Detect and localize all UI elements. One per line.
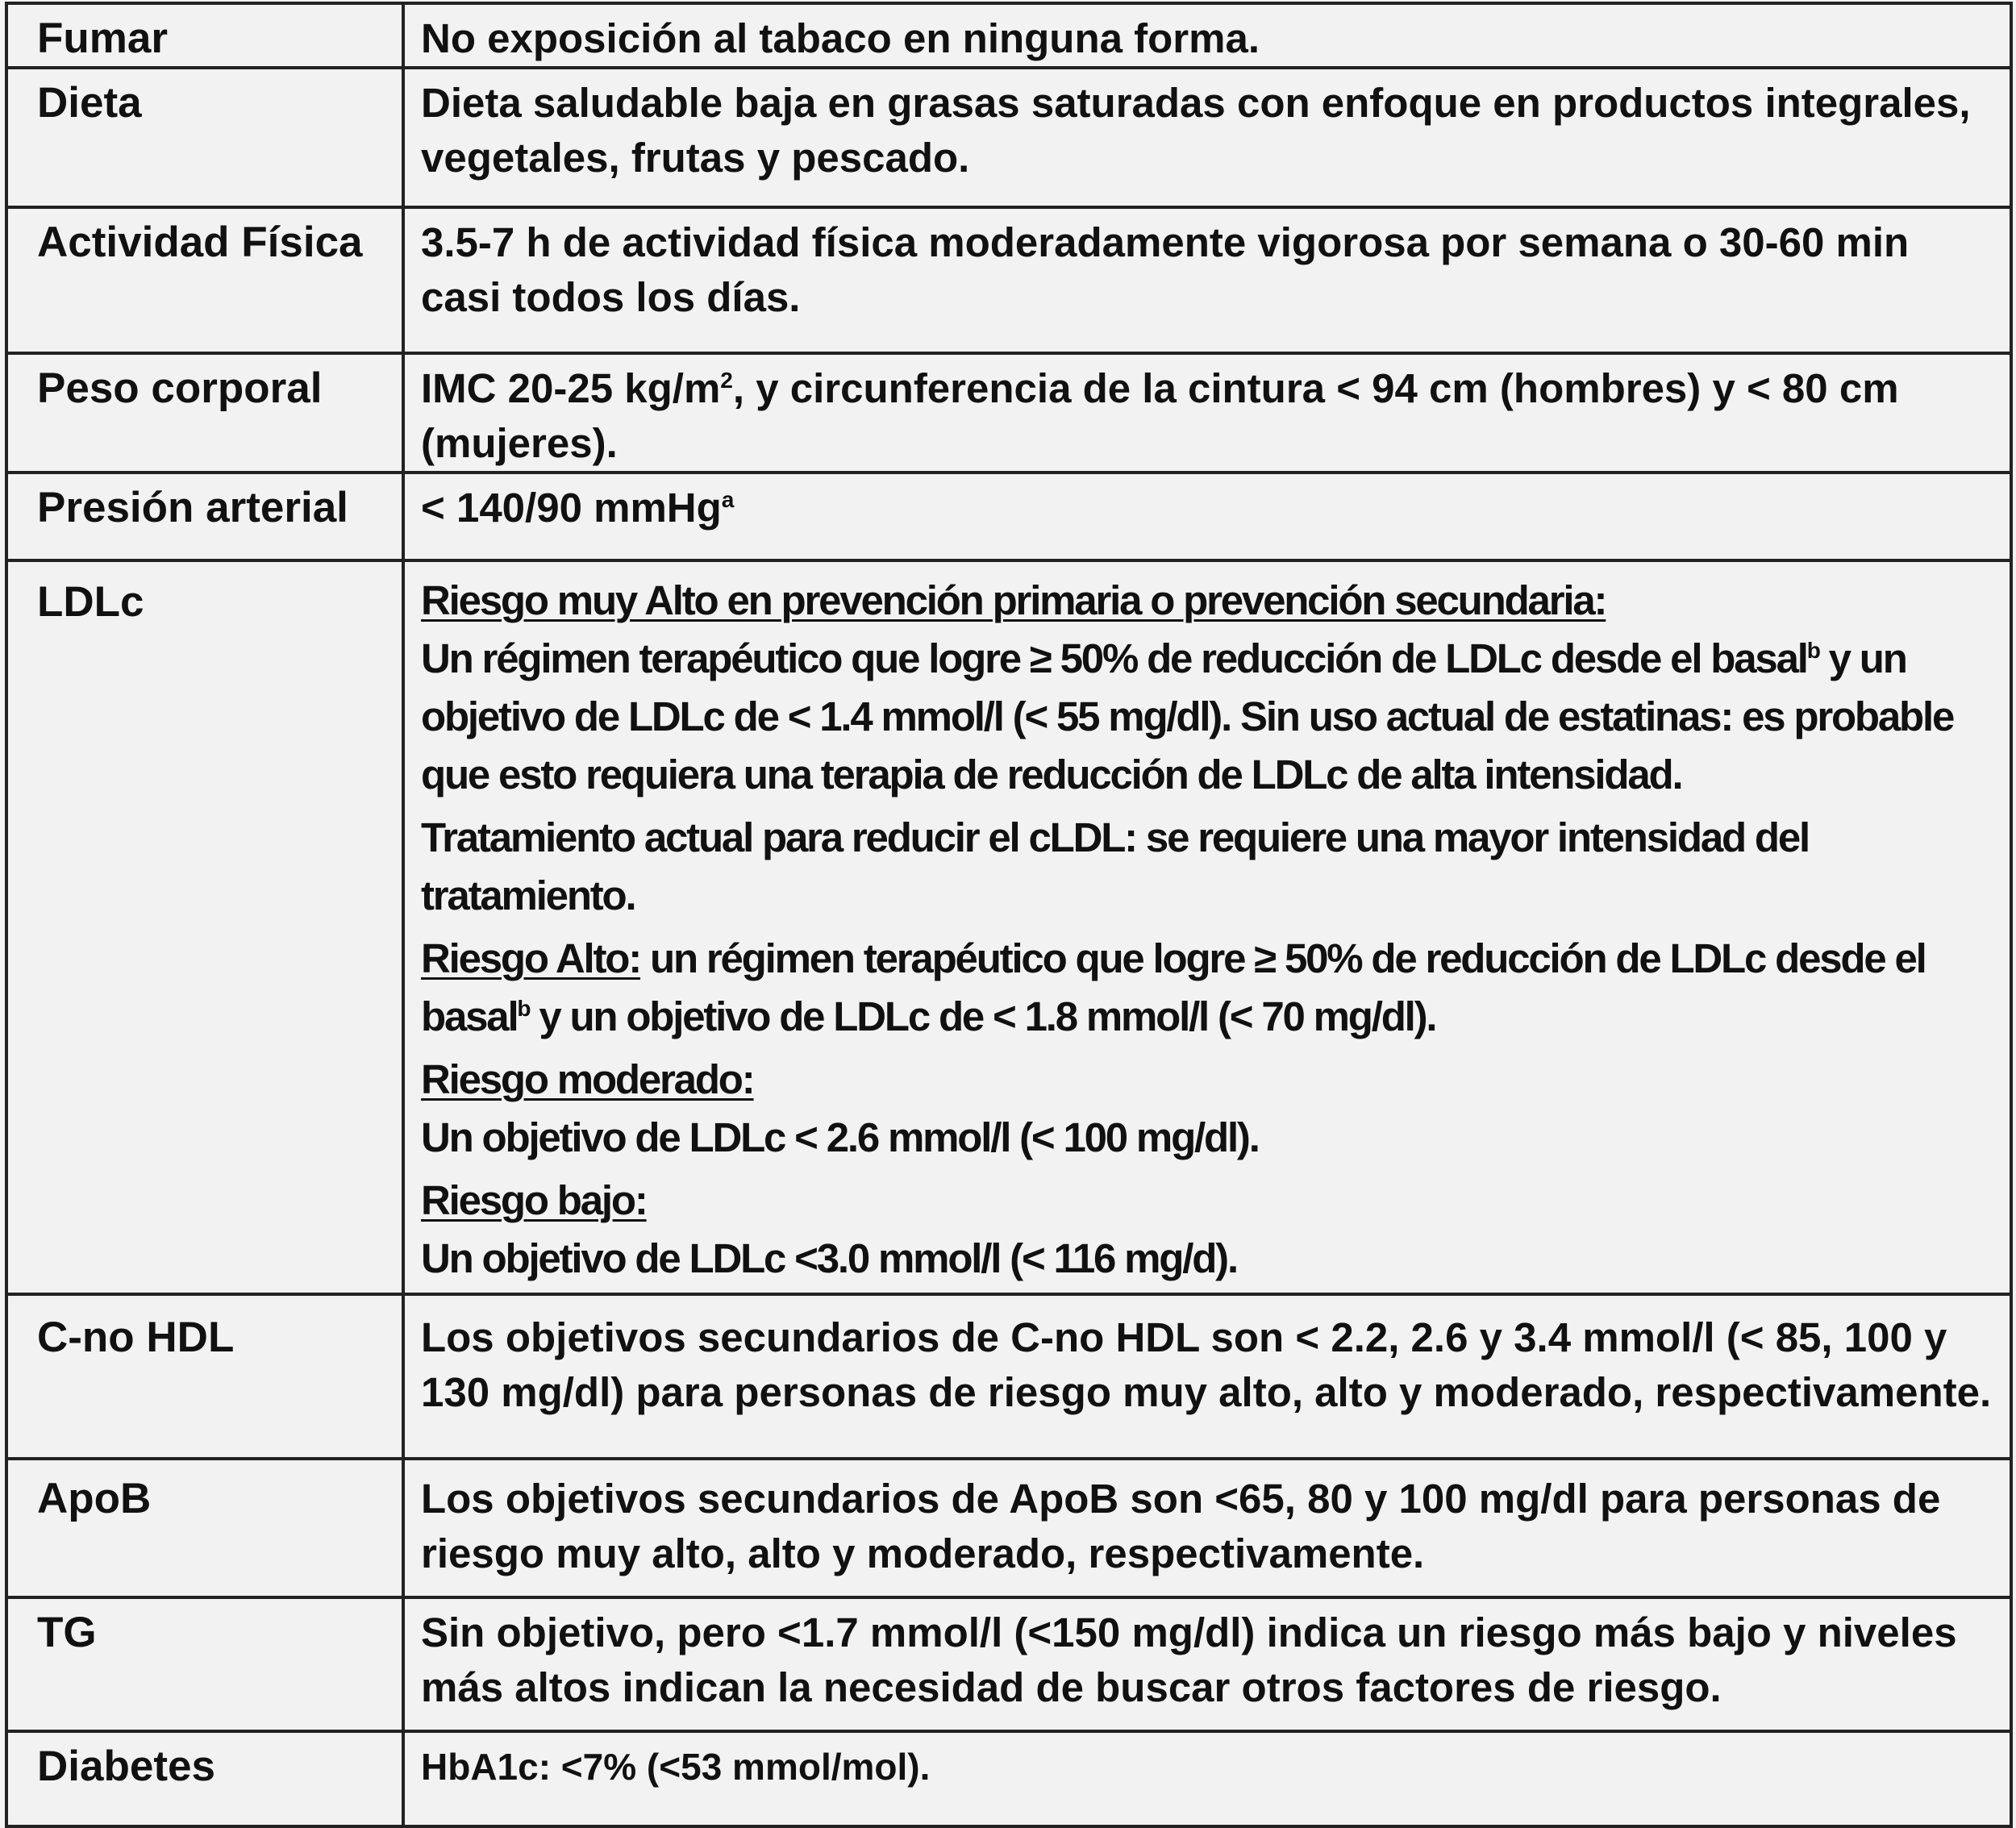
table-row [6, 1459, 2011, 1597]
row-value [403, 560, 2011, 1294]
table-row [6, 207, 2011, 353]
table-row [6, 3, 2011, 68]
row-label: Actividad Física [6, 207, 403, 353]
row-value: < 140/90 mmHg$^a$ [403, 473, 2011, 560]
row-value: No exposición al tabaco en ninguna forma. [403, 3, 2011, 68]
table-row [6, 353, 2011, 473]
superscript: a [721, 487, 735, 512]
ldl-very-high-risk: Riesgo muy Alto en prevención primaria o prevención secundaria: Un régimen terapéutico que logre ≥ 50% de reducción de LDLc desde el basal$^b$ y un objetivo de LDLc de < 1.4 mmol/l (< 55 mg/dl). Sin uso actual de estatinas: es probable que esto requiera una terapia de reducción de LDLc de alta intensidad. [421, 577, 1954, 797]
row-label: Dieta [6, 68, 403, 207]
row-label: Diabetes [6, 1731, 403, 1826]
superscript: b [517, 996, 530, 1021]
row-value: IMC 20-25 $kg/m^2$, y circunferencia de la cintura < 94 cm (hombres) y < 80 cm (mujeres). [403, 353, 2011, 473]
table-row [6, 1597, 2011, 1731]
table-row [6, 473, 2011, 560]
row-value: HbA1c: <7% (<53 mmol/mol). [403, 1731, 2011, 1826]
row-label: LDLc [6, 560, 403, 1294]
row-label: ApoB [6, 1459, 403, 1597]
goals-table [5, 2, 2013, 1828]
ldl-high-risk: Riesgo Alto: un régimen terapéutico que logre ≥ 50% de reducción de LDLc desde el basal$^b$ y un objetivo de LDLc de < 1.8 mmol/l (< 70 mg/dl). [421, 935, 1926, 1039]
row-value: 3.5-7 h de actividad física moderadamente vigorosa por semana o 30-60 min casi todos los días. [403, 207, 2011, 353]
ldl-high-heading: Riesgo Alto: [421, 935, 641, 981]
row-label: Fumar [6, 3, 403, 68]
table-row [6, 560, 2011, 1294]
ldl-moderate-risk: Riesgo moderado: Un objetivo de LDLc < 2.6 mmol/l (< 100 mg/dl). [421, 1056, 1259, 1160]
table-row [6, 68, 2011, 207]
row-value: Dieta saludable baja en grasas saturadas con enfoque en productos integrales, vegetales, frutas y pescado. [403, 68, 2011, 207]
table-row [6, 1731, 2011, 1826]
superscript: b [1806, 638, 1819, 663]
ldl-current-treatment: Tratamiento actual para reducir el cLDL: se requiere una mayor intensidad del tratamiento. [421, 814, 1810, 918]
ldl-low-heading: Riesgo bajo: [421, 1177, 647, 1223]
ldl-low-risk: Riesgo bajo: Un objetivo de LDLc <3.0 mmol/l (< 116 mg/d). [421, 1177, 1237, 1281]
superscript: 2 [720, 368, 733, 393]
row-label: TG [6, 1597, 403, 1731]
row-label: C-no HDL [6, 1294, 403, 1459]
ldl-very-high-heading: Riesgo muy Alto en prevención primaria o prevención secundaria: [421, 577, 1606, 623]
table-row [6, 1294, 2011, 1459]
ldl-moderate-heading: Riesgo moderado: [421, 1056, 754, 1102]
row-value: Sin objetivo, pero <1.7 mmol/l (<150 mg/dl) indica un riesgo más bajo y niveles más altos indican la necesidad de buscar otros factores de riesgo. [403, 1597, 2011, 1731]
row-value: Los objetivos secundarios de C-no HDL son < 2.2, 2.6 y 3.4 mmol/l (< 85, 100 y 130 mg/dl) para personas de riesgo muy alto, alto y moderado, respectivamente. [403, 1294, 2011, 1459]
row-value: Los objetivos secundarios de ApoB son <65, 80 y 100 mg/dl para personas de riesgo muy alto, alto y moderado, respectivamente. [403, 1459, 2011, 1597]
row-label: Presión arterial [6, 473, 403, 560]
row-label: Peso corporal [6, 353, 403, 473]
